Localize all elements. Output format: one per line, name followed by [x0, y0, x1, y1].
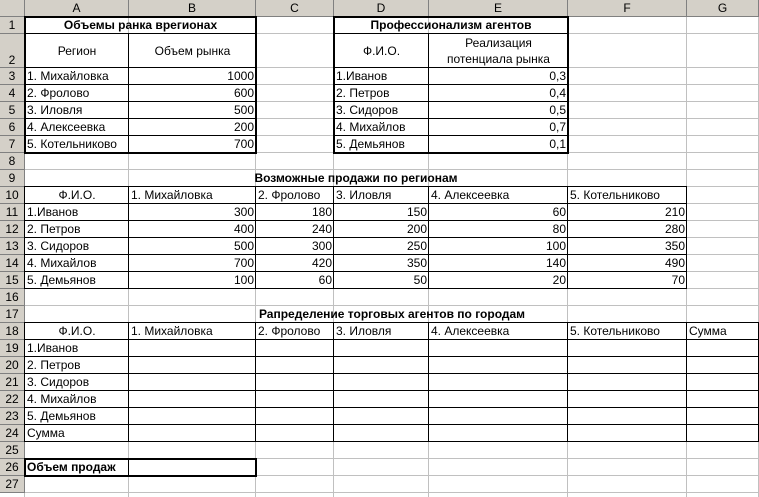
table-border	[686, 322, 687, 442]
sales-row-value[interactable]: 300	[311, 239, 332, 253]
table-border	[24, 458, 257, 460]
table-border	[24, 101, 256, 102]
market-row-volume[interactable]: 500	[233, 103, 254, 117]
distribution-row-name[interactable]: 4. Михайлов	[27, 392, 97, 406]
table-border	[333, 152, 569, 154]
table-border	[333, 33, 568, 34]
distribution-input-cell[interactable]	[129, 408, 256, 425]
table-border	[24, 67, 256, 68]
distribution-input-cell[interactable]	[256, 425, 334, 442]
agents-row-potential[interactable]: 0,5	[549, 103, 566, 117]
table-border	[24, 237, 687, 238]
table-border	[24, 458, 26, 477]
distribution-row-name[interactable]: 5. Демьянов	[27, 409, 96, 423]
table-border	[24, 271, 687, 272]
row-header-3[interactable]: 3	[0, 68, 25, 85]
sales-header-5[interactable]: 5. Котельниково	[570, 188, 660, 202]
distribution-input-cell[interactable]	[687, 374, 759, 391]
sales-row-value[interactable]: 240	[311, 222, 332, 236]
sales-row-value[interactable]: 210	[664, 205, 685, 219]
sales-row-value[interactable]: 250	[406, 239, 427, 253]
sales-table-title[interactable]: Возможные продажи по регионам	[254, 171, 458, 185]
distribution-row-name[interactable]: Сумма	[27, 426, 65, 440]
distribution-table-title[interactable]: Рапределение торговых агентов по городам	[258, 307, 526, 321]
table-border	[128, 322, 129, 442]
row-header-14[interactable]: 14	[0, 255, 25, 272]
table-border	[567, 322, 568, 442]
sales-header-0[interactable]: Ф.И.О.	[58, 188, 96, 202]
distribution-row-name[interactable]: 1.Иванов	[27, 341, 79, 355]
table-border	[128, 458, 129, 476]
distribution-input-cell[interactable]	[568, 340, 687, 357]
table-border	[24, 220, 687, 221]
column-header-G[interactable]: G	[687, 0, 759, 17]
column-header-A[interactable]: A	[25, 0, 129, 17]
distribution-input-cell[interactable]	[687, 340, 759, 357]
table-border	[333, 16, 569, 18]
distribution-row-name[interactable]: 2. Петров	[27, 358, 81, 372]
sales-header-1[interactable]: 1. Михайловка	[131, 188, 213, 202]
market-row-volume[interactable]: 700	[233, 137, 254, 151]
distribution-input-cell[interactable]	[687, 425, 759, 442]
row-header-6[interactable]: 6	[0, 119, 25, 136]
column-header-D[interactable]: D	[334, 0, 429, 17]
column-header-B[interactable]: B	[129, 0, 256, 17]
column-header-E[interactable]: E	[429, 0, 568, 17]
market-row-region[interactable]: 2. Фролово	[27, 86, 90, 100]
table-border	[24, 135, 256, 136]
distribution-row-name[interactable]: 3. Сидоров	[27, 375, 90, 389]
distribution-input-cell[interactable]	[429, 425, 568, 442]
table-border	[255, 186, 256, 289]
market-row-region[interactable]: 4. Алексеевка	[27, 120, 106, 134]
distribution-header-0[interactable]: Ф.И.О.	[58, 324, 96, 338]
distribution-input-cell[interactable]	[429, 357, 568, 374]
sales-row-value[interactable]: 150	[406, 205, 427, 219]
sales-row-value[interactable]: 400	[233, 222, 254, 236]
table-border	[24, 203, 687, 204]
row-header-24[interactable]: 24	[0, 425, 25, 442]
sales-row-value[interactable]: 180	[311, 205, 332, 219]
row-header-26[interactable]: 26	[0, 459, 25, 476]
sales-row-value[interactable]: 60	[318, 273, 332, 287]
column-header-F[interactable]: F	[568, 0, 687, 17]
table-border	[333, 101, 568, 102]
sales-row-value[interactable]: 200	[406, 222, 427, 236]
sales-header-2[interactable]: 2. Фролово	[258, 188, 321, 202]
market-row-volume[interactable]: 1000	[227, 69, 254, 83]
row-header-10[interactable]: 10	[0, 187, 25, 204]
table-border	[255, 322, 256, 442]
table-border	[24, 16, 257, 18]
table-border	[24, 407, 759, 408]
table-border	[333, 16, 335, 154]
distribution-input-cell[interactable]	[256, 408, 334, 425]
sales-row-value[interactable]: 280	[664, 222, 685, 236]
distribution-input-cell[interactable]	[256, 357, 334, 374]
sales-row-name[interactable]: 1.Иванов	[27, 205, 79, 219]
sales-row-value[interactable]: 350	[664, 239, 685, 253]
table-border	[128, 186, 129, 289]
table-border	[255, 458, 257, 477]
table-border	[333, 118, 568, 119]
sales-row-value[interactable]: 60	[552, 205, 566, 219]
row-header-9[interactable]: 9	[0, 170, 25, 187]
market-row-region[interactable]: 1. Михайловка	[27, 69, 109, 83]
row-gridline	[25, 492, 759, 493]
agents-header-potential-line1: Реализация	[465, 36, 532, 50]
distribution-input-cell[interactable]	[687, 357, 759, 374]
distribution-input-cell[interactable]	[568, 408, 687, 425]
sales-row-name[interactable]: 5. Демьянов	[27, 273, 96, 287]
distribution-input-cell[interactable]	[129, 357, 256, 374]
row-header-15[interactable]: 15	[0, 272, 25, 289]
row-header-13[interactable]: 13	[0, 238, 25, 255]
sales-row-value[interactable]: 490	[664, 256, 685, 270]
sales-row-value[interactable]: 700	[233, 256, 254, 270]
table-border	[24, 339, 759, 340]
row-header-5[interactable]: 5	[0, 102, 25, 119]
agents-header-name[interactable]: Ф.И.О.	[362, 44, 401, 58]
row-header-11[interactable]: 11	[0, 204, 25, 221]
row-header-7[interactable]: 7	[0, 136, 25, 153]
sales-row-name[interactable]: 2. Петров	[27, 222, 81, 236]
table-border	[24, 322, 759, 323]
distribution-header-3[interactable]: 3. Иловля	[336, 324, 392, 338]
table-border	[333, 67, 568, 68]
distribution-input-cell[interactable]	[429, 391, 568, 408]
market-table-title[interactable]: Объемы ранка врегионах	[63, 18, 218, 32]
row-header-18[interactable]: 18	[0, 323, 25, 340]
distribution-input-cell[interactable]	[334, 425, 429, 442]
distribution-header-2[interactable]: 2. Фролово	[258, 324, 321, 338]
row-header-16[interactable]: 16	[0, 289, 25, 306]
distribution-header-1[interactable]: 1. Михайловка	[131, 324, 213, 338]
table-border	[255, 16, 257, 154]
market-row-region[interactable]: 5. Котельниково	[27, 137, 117, 151]
sales-row-name[interactable]: 3. Сидоров	[27, 239, 90, 253]
table-border	[24, 373, 759, 374]
row-header-21[interactable]: 21	[0, 374, 25, 391]
table-border	[428, 322, 429, 442]
market-header-volume[interactable]: Объем рынка	[154, 44, 231, 58]
distribution-input-cell[interactable]	[687, 408, 759, 425]
table-border	[24, 186, 25, 289]
sales-row-name[interactable]: 4. Михайлов	[27, 256, 97, 270]
table-border	[24, 152, 257, 154]
row-header-20[interactable]: 20	[0, 357, 25, 374]
distribution-header-5[interactable]: 5. Котельниково	[570, 324, 660, 338]
distribution-input-cell[interactable]	[429, 340, 568, 357]
table-border	[567, 186, 568, 289]
row-header-12[interactable]: 12	[0, 221, 25, 238]
row-header-25[interactable]: 25	[0, 442, 25, 459]
row-header-1[interactable]: 1	[0, 17, 25, 34]
distribution-input-cell[interactable]	[429, 408, 568, 425]
distribution-input-cell[interactable]	[256, 374, 334, 391]
distribution-input-cell[interactable]	[334, 357, 429, 374]
distribution-input-cell[interactable]	[429, 374, 568, 391]
distribution-input-cell[interactable]	[568, 357, 687, 374]
row-header-19[interactable]: 19	[0, 340, 25, 357]
table-border	[24, 186, 687, 187]
distribution-input-cell[interactable]	[129, 425, 256, 442]
sales-row-value[interactable]: 140	[545, 256, 566, 270]
agents-row-potential[interactable]: 0,7	[549, 120, 566, 134]
row-header-27[interactable]: 27	[0, 476, 25, 493]
table-border	[24, 424, 759, 425]
sales-row-value[interactable]: 70	[671, 273, 685, 287]
sales-header-3[interactable]: 3. Иловля	[336, 188, 392, 202]
agents-row-name[interactable]: 4. Михайлов	[336, 120, 406, 134]
distribution-input-cell[interactable]	[334, 374, 429, 391]
table-border	[24, 288, 687, 289]
agents-row-potential[interactable]: 0,3	[549, 69, 566, 83]
distribution-input-cell[interactable]	[334, 340, 429, 357]
row-header-22[interactable]: 22	[0, 391, 25, 408]
distribution-header-4[interactable]: 4. Алексеевка	[431, 324, 510, 338]
sales-row-value[interactable]: 100	[233, 273, 254, 287]
column-header-C[interactable]: C	[256, 0, 334, 17]
table-border	[428, 33, 429, 153]
distribution-input-cell[interactable]	[129, 391, 256, 408]
table-border	[428, 186, 429, 289]
sales-row-value[interactable]: 50	[413, 273, 427, 287]
market-header-region[interactable]: Регион	[57, 44, 97, 58]
agents-table-title[interactable]: Профессионализм агентов	[370, 18, 532, 32]
distribution-input-cell[interactable]	[568, 425, 687, 442]
distribution-input-cell[interactable]	[256, 340, 334, 357]
sales-row-value[interactable]: 100	[545, 239, 566, 253]
agents-header-potential[interactable]	[429, 34, 568, 68]
distribution-header-6[interactable]: Сумма	[689, 324, 727, 338]
table-border	[24, 16, 26, 154]
distribution-input-cell[interactable]	[334, 408, 429, 425]
table-border	[333, 322, 334, 442]
sales-row-value[interactable]: 80	[552, 222, 566, 236]
table-border	[24, 475, 257, 477]
distribution-input-cell[interactable]	[334, 391, 429, 408]
row-header-8[interactable]: 8	[0, 153, 25, 170]
table-border	[128, 33, 129, 153]
agents-row-name[interactable]: 3. Сидоров	[336, 103, 399, 117]
select-all-corner[interactable]	[0, 0, 25, 17]
agents-row-name[interactable]: 2. Петров	[336, 86, 390, 100]
sales-row-value[interactable]: 500	[233, 239, 254, 253]
table-border	[24, 390, 759, 391]
table-border	[24, 441, 759, 442]
agents-row-name[interactable]: 1.Иванов	[336, 69, 388, 83]
table-border	[686, 186, 687, 289]
distribution-input-cell[interactable]	[129, 374, 256, 391]
row-header-23[interactable]: 23	[0, 408, 25, 425]
row-header-2[interactable]: 2	[0, 34, 25, 68]
distribution-input-cell[interactable]	[129, 340, 256, 357]
table-border	[567, 16, 569, 154]
table-border	[24, 356, 759, 357]
distribution-input-cell[interactable]	[687, 391, 759, 408]
row-header-4[interactable]: 4	[0, 85, 25, 102]
agents-row-name[interactable]: 5. Демьянов	[336, 137, 405, 151]
table-border	[24, 254, 687, 255]
table-border	[24, 322, 25, 442]
sales-row-value[interactable]: 20	[552, 273, 566, 287]
total-sales-value[interactable]	[129, 459, 256, 476]
distribution-input-cell[interactable]	[568, 374, 687, 391]
table-border	[24, 84, 256, 85]
table-border	[333, 135, 568, 136]
total-sales-label[interactable]: Объем продаж	[27, 460, 116, 474]
sales-row-value[interactable]: 350	[406, 256, 427, 270]
table-border	[333, 84, 568, 85]
agents-row-potential[interactable]: 0,1	[549, 137, 566, 151]
sales-row-value[interactable]: 300	[233, 205, 254, 219]
distribution-input-cell[interactable]	[256, 391, 334, 408]
market-row-volume[interactable]: 600	[233, 86, 254, 100]
agents-header-potential-line2: потенциала рынка	[447, 52, 550, 66]
table-border	[24, 33, 256, 34]
sales-row-value[interactable]: 420	[311, 256, 332, 270]
table-border	[333, 186, 334, 289]
table-border	[24, 118, 256, 119]
market-row-volume[interactable]: 200	[233, 120, 254, 134]
sales-header-4[interactable]: 4. Алексеевка	[431, 188, 510, 202]
agents-row-potential[interactable]: 0,4	[549, 86, 566, 100]
market-row-region[interactable]: 3. Иловля	[27, 103, 83, 117]
row-header-17[interactable]: 17	[0, 306, 25, 323]
distribution-input-cell[interactable]	[568, 391, 687, 408]
